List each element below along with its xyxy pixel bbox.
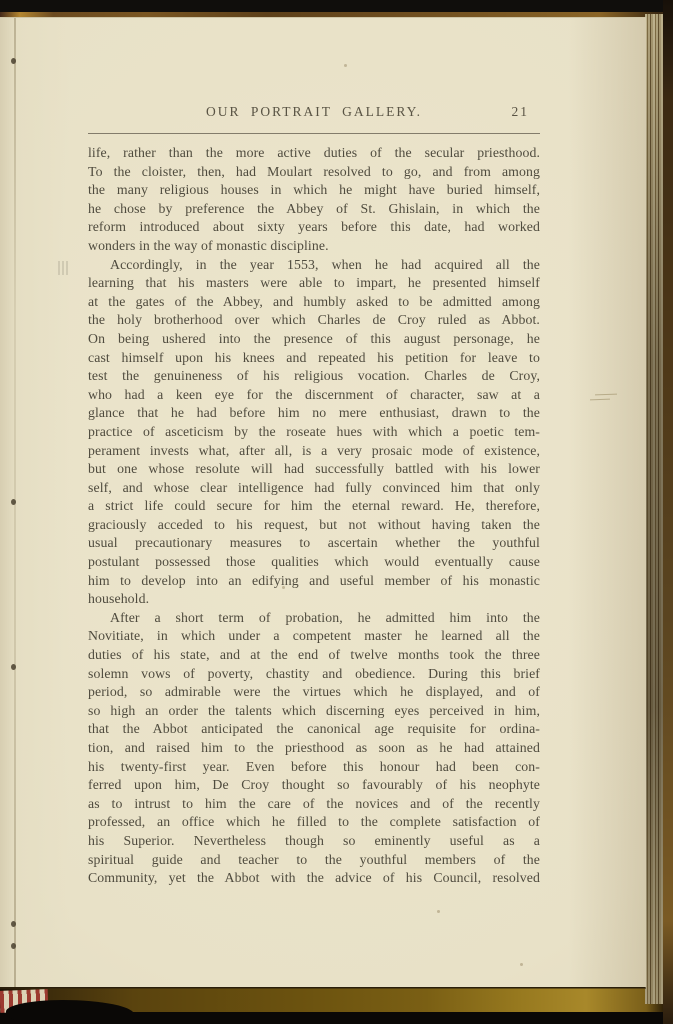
text-line: solemn vows of poverty, chastity and obedience. During this brief [88,665,540,681]
running-header [88,104,540,122]
text-line: duties of his state, and at the end of twelve months took the three [88,647,540,663]
text-line: life, rather than the more active duties of the secular priesthood. [88,145,540,160]
text-line: period, so admirable were the virtues which he displayed, and of [88,684,540,700]
binding-stitch-mark [11,58,16,64]
paper-speck [520,963,523,966]
text-line: Novitiate, in which under a competent master he learned all the [88,628,540,644]
text-line: cast himself upon his knees and repeated his petition for leave to [88,349,540,365]
text-line: professed, an office which he filled to the complete satisfaction of [88,814,540,830]
paper-speck [344,64,347,67]
text-line: perament invests what, after all, is a very prosaic mode of existence, [88,442,540,458]
paper-speck [437,910,440,913]
book-cover-right-edge [663,0,673,1024]
paragraph [88,609,540,888]
paragraph [88,144,540,256]
text-line: who had a keen eye for the discernment of character, saw at a [88,386,540,402]
binding-stitch-mark [11,921,16,927]
text-line: glance that he had before him no mere enthusiast, drawn to the [88,405,540,421]
text-line: spiritual guide and teacher to the youthful members of the [88,851,540,867]
text-line: household. [88,591,150,607]
binding-stitch-mark [11,943,16,949]
text-line: self, and whose clear intelligence had fully convinced him that only [88,479,540,495]
text-line: tion, and raised him to the priesthood as soon as he had attained [88,740,540,755]
text-line: Community, yet the Abbot with the advice of his Council, resolved [88,870,540,886]
text-line: To the cloister, then, had Moulart resolved to go, and from among [88,163,540,179]
binding-stitch-mark [11,499,16,505]
text-line: practice of asceticism by the roseate hues with which a poetic tem- [88,423,540,439]
text-line: that the Abbot anticipated the canonical age requisite for ordina- [88,721,540,737]
text-line: After a short term of probation, he admitted him into the [110,609,540,625]
text-line: but one whose resolute will had successfully battled with his lower [88,461,540,477]
text-line: as to intrust to him the care of the novices and of the recently [88,795,540,811]
book-page [0,17,646,987]
text-line: graciously acceded to his request, but not without having taken the [88,516,540,532]
text-line: a strict life could secure for him the eternal reward. He, therefore, [88,498,540,514]
page-number: 21 [511,104,529,119]
binding-stitch-mark [11,664,16,670]
text-line: ferred upon him, De Croy thought so favourably of his neophyte [88,777,540,793]
body-text [88,144,540,888]
text-line: Accordingly, in the year 1553, when he had acquired all the [110,256,540,272]
paper-scratch [595,394,617,396]
text-line: so high an order the talents which discerning eyes perceived in him, [88,702,540,718]
text-line: test the genuineness of his religious vocation. Charles de Croy, [88,368,540,384]
text-line: his Superior. Nevertheless though so eminently useful as a [88,832,540,848]
text-line: wonders in the way of monastic discipline. [88,237,329,253]
paper-scratch [590,399,610,401]
paragraph [88,256,540,609]
ink-showthrough-mark [58,261,68,275]
text-block [88,104,540,888]
text-line: learning that his masters were able to impart, he presented himself [88,275,540,291]
header-rule [88,133,540,134]
text-line: On being ushered into the presence of this august personage, he [88,330,540,346]
text-line: postulant possessed those qualities which would eventually cause [88,554,540,570]
stacked-page-edges [645,14,664,1004]
text-line: his twenty-first year. Even before this honour had been con- [88,758,540,774]
page-header-title: OUR PORTRAIT GALLERY. [205,104,423,119]
text-line: he chose by preference the Abbey of St. Ghislain, in which the [88,200,540,216]
text-line: usual precautionary measures to ascertain whether the youthful [88,535,540,551]
text-line: at the gates of the Abbey, and humbly asked to be admitted among [88,293,540,309]
text-line: the many religious houses in which he might have buried himself, [88,182,540,198]
text-line: him to develop into an edifying and useful member of his monastic [88,572,540,588]
text-line: the holy brotherhood over which Charles de Croy ruled as Abbot. [88,312,540,328]
text-line: reform introduced about sixty years before this date, had worked [88,219,540,235]
